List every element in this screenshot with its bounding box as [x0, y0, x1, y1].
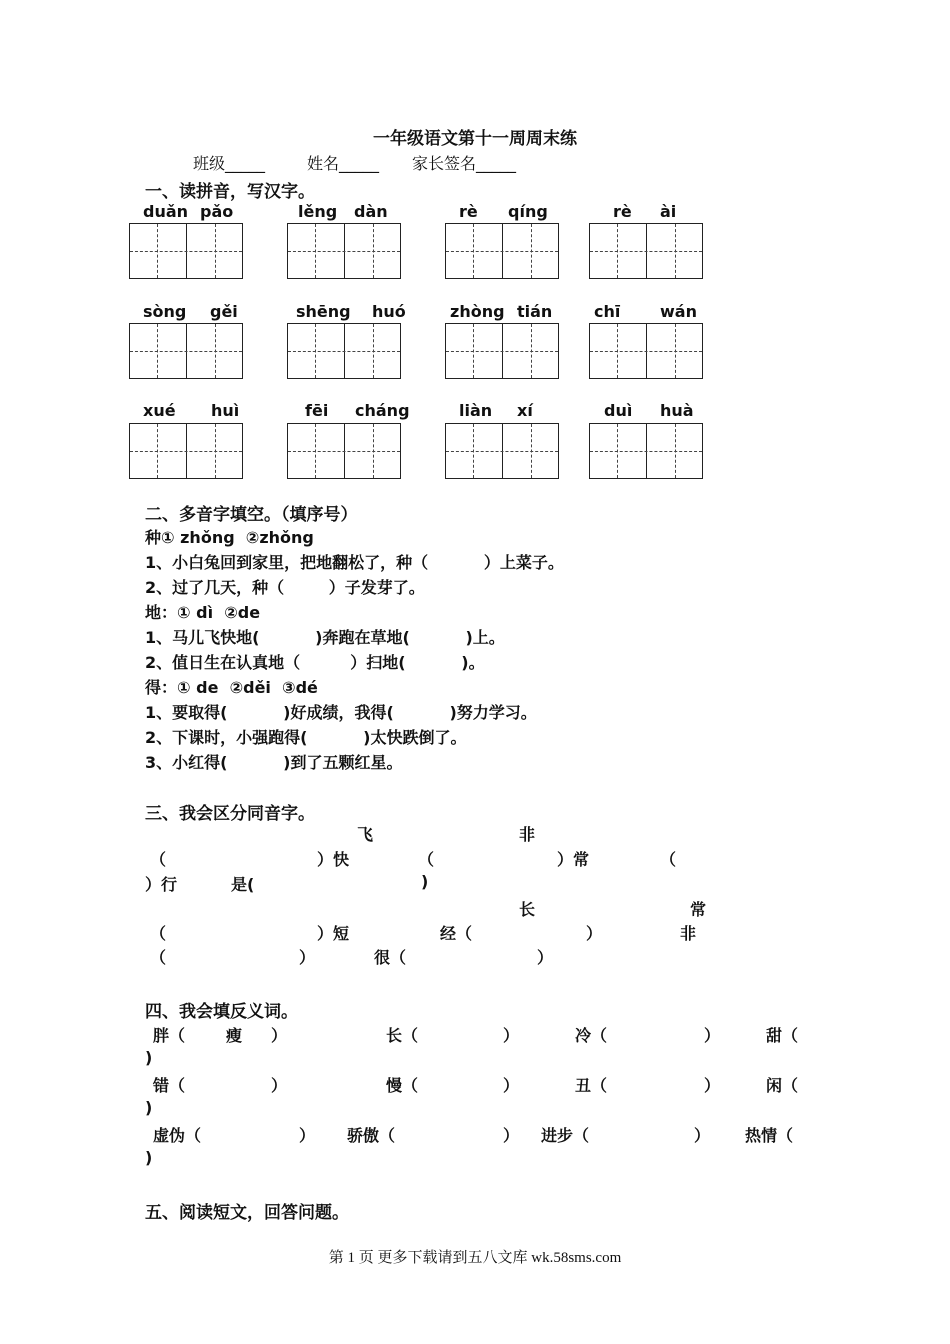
blank-paren: ) [145, 1098, 153, 1117]
blank-paren: ） [694, 1126, 711, 1145]
blank-paren: ） [704, 1076, 721, 1095]
blank-paren: ) [145, 1048, 153, 1067]
antonym-word: 冷（ [575, 1026, 608, 1045]
pinyin: sòng [143, 302, 187, 321]
class-field: 班级_____ [193, 154, 266, 173]
pinyin: zhòng [450, 302, 505, 321]
pinyin: huà [660, 401, 694, 420]
pinyin: wán [660, 302, 697, 321]
antonym-word: 进步（ [541, 1126, 590, 1145]
tianzige-box[interactable] [589, 223, 703, 279]
blank-paren: 是( [231, 875, 255, 894]
antonym-word: 虚伪（ [153, 1126, 202, 1145]
pinyin: qíng [508, 202, 548, 221]
tianzige-box[interactable] [287, 323, 401, 379]
pinyin: shēng [296, 302, 351, 321]
page-footer: 第 1 页 更多下载请到五八文库 wk.58sms.com [328, 1250, 622, 1266]
homophone-char: 非 [519, 825, 536, 844]
pinyin: gěi [210, 302, 238, 321]
question-line: 3、小红得( )到了五颗红星。 [145, 753, 403, 772]
pinyin: cháng [355, 401, 410, 420]
pinyin: tián [517, 302, 553, 321]
parent-signature-field: 家长签名_____ [412, 154, 517, 173]
pinyin: xué [143, 401, 176, 420]
pinyin: liàn [459, 401, 493, 420]
blank-paren: ）行 [145, 875, 178, 894]
blank-paren: （ [150, 850, 167, 869]
section-3-heading: 三、我会区分同音字。 [145, 804, 315, 824]
pinyin: duì [604, 401, 633, 420]
antonym-word: 胖（ [153, 1026, 186, 1045]
tianzige-box[interactable] [445, 223, 559, 279]
question-line: 2、下课时，小强跑得( )太快跌倒了。 [145, 728, 467, 747]
question-line: 1、小白兔回到家里，把地翻松了，种（ ）上菜子。 [145, 553, 564, 572]
tianzige-box[interactable] [129, 423, 243, 479]
tianzige-box[interactable] [445, 323, 559, 379]
antonym-word: 慢（ [386, 1076, 419, 1095]
section-5-heading: 五、阅读短文，回答问题。 [145, 1203, 349, 1223]
antonym-word: 错（ [153, 1076, 186, 1095]
section-2-heading: 二、多音字填空。（填序号） [145, 505, 358, 525]
blank-paren: ) [421, 872, 429, 891]
antonym-word: 长（ [386, 1026, 419, 1045]
pinyin: rè [613, 202, 632, 221]
blank-paren: ） [704, 1026, 721, 1045]
tianzige-box[interactable] [129, 223, 243, 279]
section-4-heading: 四、我会填反义词。 [145, 1002, 298, 1022]
pinyin: lěng [298, 202, 338, 221]
pinyin: fēi [305, 401, 329, 420]
blank-paren: （ [660, 850, 677, 869]
polyphone-line: 种① zhǒng ②zhǒng [145, 528, 314, 547]
homophone-char: 飞 [357, 825, 374, 844]
name-field: 姓名_____ [307, 154, 380, 173]
pinyin: huì [211, 401, 240, 420]
blank-paren: （ [150, 948, 167, 967]
section-1-heading: 一、读拼音，写汉字。 [145, 182, 315, 202]
pinyin: dàn [354, 202, 388, 221]
homophone-char: 长 [519, 900, 536, 919]
blank-paren: ） [503, 1026, 520, 1045]
polyphone-line: 得：① de ②děi ③dé [145, 678, 318, 697]
tianzige-box[interactable] [589, 423, 703, 479]
antonym-word: 热情（ [745, 1126, 794, 1145]
pinyin: xí [517, 401, 533, 420]
blank-paren: 很（ [374, 948, 407, 967]
pinyin: duǎn [143, 202, 189, 221]
tianzige-box[interactable] [445, 423, 559, 479]
blank-paren: ） [271, 1026, 288, 1045]
blank-paren: ） [503, 1126, 520, 1145]
antonym-word: 瘦 [226, 1026, 243, 1045]
blank-paren: ）短 [317, 924, 350, 943]
blank-paren: ）快 [317, 850, 350, 869]
tianzige-box[interactable] [287, 423, 401, 479]
page-title: 一年级语文第十一周周末练 [373, 129, 577, 149]
antonym-word: 闲（ [766, 1076, 799, 1095]
tianzige-box[interactable] [129, 323, 243, 379]
blank-paren: ) [145, 1148, 153, 1167]
question-line: 1、马儿飞快地( )奔跑在草地( )上。 [145, 628, 505, 647]
pinyin: ài [660, 202, 677, 221]
antonym-word: 骄傲（ [347, 1126, 396, 1145]
blank-paren: ） [299, 948, 316, 967]
homophone-char: 常 [690, 900, 707, 919]
blank-paren: （ [150, 924, 167, 943]
polyphone-line: 地：① dì ②de [145, 603, 261, 622]
antonym-word: 丑（ [575, 1076, 608, 1095]
pinyin: pǎo [200, 202, 234, 221]
pinyin: chī [594, 302, 621, 321]
blank-paren: ） [299, 1126, 316, 1145]
blank-paren: ） [586, 924, 603, 943]
tianzige-box[interactable] [287, 223, 401, 279]
homophone-char: 非 [680, 924, 697, 943]
blank-paren: ） [503, 1076, 520, 1095]
pinyin: huó [372, 302, 406, 321]
question-line: 2、过了几天，种（ ）子发芽了。 [145, 578, 425, 597]
pinyin: rè [459, 202, 478, 221]
question-line: 1、要取得( )好成绩，我得( )努力学习。 [145, 703, 537, 722]
blank-paren: ） [537, 948, 554, 967]
blank-paren: 经（ [440, 924, 473, 943]
question-line: 2、值日生在认真地（ ）扫地( )。 [145, 653, 485, 672]
blank-paren: ）常 [557, 850, 590, 869]
blank-paren: ） [271, 1076, 288, 1095]
antonym-word: 甜（ [766, 1026, 799, 1045]
blank-paren: （ [418, 850, 435, 869]
tianzige-box[interactable] [589, 323, 703, 379]
